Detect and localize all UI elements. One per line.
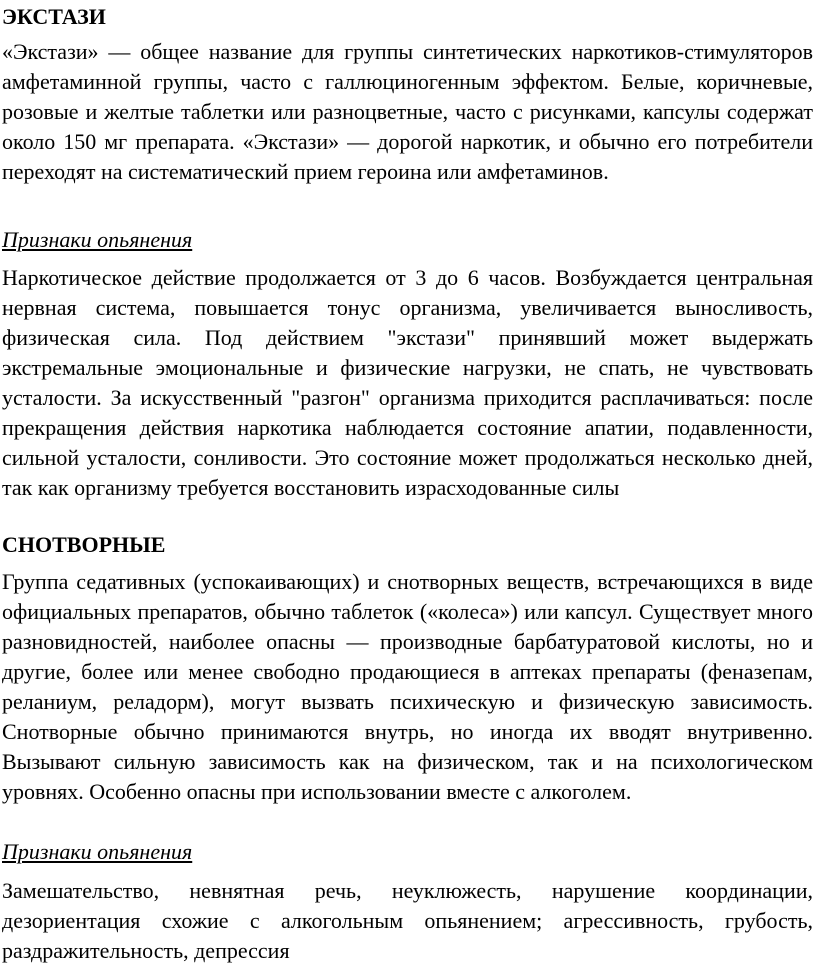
ecstasy-signs-heading: Признаки опьянения [2, 227, 193, 252]
sleeping-pills-signs-text: Замешательство, невнятная речь, неуклюжесть, нарушение координации, дезориентация схожие с алкогольным опьянением; агрессивность, грубость, раздражительность, депрессия [2, 878, 813, 963]
ecstasy-description: «Экстази» — общее название для группы синтетических наркотиков-стимуляторов амфетаминной группы, часто с галлюциногенным эффектом. Белые, коричневые, розовые и желтые таблетки или разноцветные, часто с рисунками, капсулы содержат около 150 мг препарата. «Экстази» — дорогой наркотик, и обычно его потребители переходят на систематический прием героина или амфетаминов. [2, 39, 813, 184]
section-heading-sleeping-pills: СНОТВОРНЫЕ [2, 532, 166, 557]
section-heading-ecstasy: ЭКСТАЗИ [2, 4, 106, 29]
ecstasy-signs-text: Наркотическое действие продолжается от 3 до 6 часов. Возбуждается центральная нервная система, повышается тонус организма, увеличивается выносливость, физическая сила. Под действием "экстази" принявший может выдержать экстремальные эмоциональные и физические нагрузки, не спать, не чувствовать усталости. За искусственный "разгон" организма приходится расплачиваться: после прекращения действия наркотика наблюдается состояние апатии, подавленности, сильной усталости, сонливости. Это состояние может продолжаться несколько дней, так как организму требуется восстановить израсходованные силы [2, 265, 813, 500]
sleeping-pills-signs-heading: Признаки опьянения [2, 839, 193, 864]
sleeping-pills-description: Группа седативных (успокаивающих) и снотворных веществ, встречающихся в виде официальных препаратов, обычно таблеток («колеса») или капсул. Существует много разновидностей, наиболее опасны — производные барбатуратовой кислоты, но и другие, более или менее свободно продающиеся в аптеках препараты (феназепам, реланиум, реладорм), могут вызвать психическую и физическую зависимость. Снотворные обычно принимаются внутрь, но иногда их вводят внутривенно. Вызывают сильную зависимость как на физическом, так и на психологическом уровнях. Особенно опасны при использовании вместе с алкоголем. [2, 569, 813, 804]
